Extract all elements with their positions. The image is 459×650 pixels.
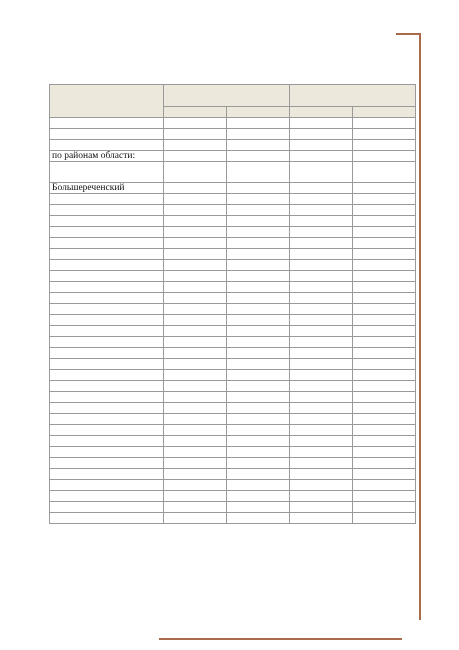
table-cell <box>50 249 164 260</box>
table-cell <box>50 238 164 249</box>
table-cell <box>50 469 164 480</box>
table-cell <box>227 436 290 447</box>
table-cell <box>290 326 353 337</box>
table-cell <box>290 293 353 304</box>
table-cell <box>290 315 353 326</box>
table-cell <box>290 403 353 414</box>
table-row <box>50 282 416 293</box>
table-cell <box>290 194 353 205</box>
page-frame-bottom-line <box>159 638 402 640</box>
table-cell <box>50 282 164 293</box>
table-cell <box>164 480 227 491</box>
table-cell <box>227 315 290 326</box>
district-label: Большереченский <box>50 183 164 194</box>
table-row <box>50 227 416 238</box>
table-cell <box>353 216 416 227</box>
table-cell <box>50 502 164 513</box>
table-cell <box>227 227 290 238</box>
table-cell <box>353 447 416 458</box>
table-cell <box>164 491 227 502</box>
table-cell <box>353 337 416 348</box>
table-cell <box>290 458 353 469</box>
table-cell <box>164 205 227 216</box>
table-cell <box>353 271 416 282</box>
table-cell <box>227 458 290 469</box>
table-cell <box>353 502 416 513</box>
subheader-cell <box>290 107 353 118</box>
table-cell <box>164 282 227 293</box>
table-cell <box>50 271 164 282</box>
table-row <box>50 216 416 227</box>
header-cell-name <box>50 85 164 118</box>
table-cell <box>290 447 353 458</box>
table-cell <box>290 249 353 260</box>
table-header-row <box>50 85 416 107</box>
table-cell <box>164 425 227 436</box>
table-cell <box>290 337 353 348</box>
table-cell <box>164 337 227 348</box>
table-cell <box>50 425 164 436</box>
table-cell <box>290 359 353 370</box>
table-cell <box>290 381 353 392</box>
table-row <box>50 513 416 524</box>
table-cell <box>353 381 416 392</box>
table-cell <box>227 194 290 205</box>
table-cell <box>227 348 290 359</box>
table-cell <box>50 227 164 238</box>
table-cell <box>290 348 353 359</box>
table-cell <box>164 326 227 337</box>
subheader-cell <box>227 107 290 118</box>
table-cell <box>164 293 227 304</box>
table-cell <box>164 227 227 238</box>
table-cell <box>227 304 290 315</box>
table-row <box>50 469 416 480</box>
table-cell <box>290 238 353 249</box>
table-row <box>50 337 416 348</box>
table-cell <box>353 403 416 414</box>
table-cell <box>290 260 353 271</box>
table-cell <box>290 227 353 238</box>
table-cell <box>227 282 290 293</box>
table-cell <box>50 491 164 502</box>
table-cell <box>164 370 227 381</box>
table-cell <box>353 249 416 260</box>
table-row <box>50 205 416 216</box>
table-cell <box>227 359 290 370</box>
table-cell <box>50 348 164 359</box>
table-row-section <box>50 151 416 162</box>
table-cell <box>50 359 164 370</box>
table-cell <box>227 469 290 480</box>
table-cell <box>164 403 227 414</box>
table-cell <box>353 194 416 205</box>
table-cell <box>290 469 353 480</box>
table-cell <box>50 194 164 205</box>
table-cell <box>290 271 353 282</box>
table-row <box>50 129 416 140</box>
table-cell <box>353 205 416 216</box>
table-cell <box>164 260 227 271</box>
table-cell <box>164 392 227 403</box>
table-cell <box>227 260 290 271</box>
table-cell <box>353 260 416 271</box>
table-cell <box>290 502 353 513</box>
table-row <box>50 436 416 447</box>
table-cell <box>50 293 164 304</box>
header-cell-group-2 <box>290 85 416 107</box>
table-cell <box>227 392 290 403</box>
table-cell <box>290 205 353 216</box>
table-cell <box>353 491 416 502</box>
table-row <box>50 293 416 304</box>
table-cell <box>50 370 164 381</box>
table-row <box>50 260 416 271</box>
table-cell <box>227 238 290 249</box>
table-cell <box>50 337 164 348</box>
table-cell <box>353 359 416 370</box>
table-cell <box>353 469 416 480</box>
table-cell <box>164 458 227 469</box>
table-cell <box>164 436 227 447</box>
table-cell <box>50 447 164 458</box>
table-cell <box>227 370 290 381</box>
table-cell <box>353 315 416 326</box>
table-cell <box>50 205 164 216</box>
table-row <box>50 392 416 403</box>
table-cell <box>164 381 227 392</box>
table-row <box>50 381 416 392</box>
table-cell <box>50 315 164 326</box>
table-cell <box>353 513 416 524</box>
table-cell <box>227 216 290 227</box>
table-row <box>50 162 416 183</box>
table-cell <box>290 436 353 447</box>
table-cell <box>227 491 290 502</box>
table-cell <box>50 304 164 315</box>
table-row <box>50 238 416 249</box>
statistics-table-sheet <box>49 84 415 524</box>
table-cell <box>227 414 290 425</box>
table-cell <box>353 480 416 491</box>
table-cell <box>227 249 290 260</box>
table-cell <box>50 326 164 337</box>
table-cell <box>50 216 164 227</box>
table-row <box>50 326 416 337</box>
table-cell <box>164 502 227 513</box>
table-cell <box>353 370 416 381</box>
table-cell <box>290 304 353 315</box>
header-cell-group-1 <box>164 85 290 107</box>
table-row <box>50 249 416 260</box>
table-cell <box>50 381 164 392</box>
table-cell <box>227 337 290 348</box>
page-frame-right-line <box>419 34 421 620</box>
table-row <box>50 447 416 458</box>
table-cell <box>353 326 416 337</box>
table-row <box>50 140 416 151</box>
table-cell <box>50 403 164 414</box>
table-cell <box>164 359 227 370</box>
table-cell <box>164 315 227 326</box>
table-row <box>50 315 416 326</box>
table-cell <box>290 414 353 425</box>
table-cell <box>353 348 416 359</box>
table-cell <box>227 502 290 513</box>
table-cell <box>353 392 416 403</box>
table-row <box>50 118 416 129</box>
table-row <box>50 403 416 414</box>
table-cell <box>290 216 353 227</box>
statistics-table <box>49 84 416 524</box>
table-row-district <box>50 183 416 194</box>
section-label: по районам области: <box>50 151 164 162</box>
table-row <box>50 425 416 436</box>
table-row <box>50 491 416 502</box>
table-cell <box>353 425 416 436</box>
table-cell <box>164 249 227 260</box>
table-cell <box>353 227 416 238</box>
table-cell <box>353 293 416 304</box>
table-cell <box>50 480 164 491</box>
table-row <box>50 348 416 359</box>
table-cell <box>290 425 353 436</box>
table-cell <box>227 480 290 491</box>
table-cell <box>353 304 416 315</box>
table-cell <box>227 271 290 282</box>
table-cell <box>227 293 290 304</box>
table-cell <box>353 238 416 249</box>
table-cell <box>353 436 416 447</box>
table-row <box>50 370 416 381</box>
table-cell <box>227 513 290 524</box>
table-cell <box>164 469 227 480</box>
table-row <box>50 480 416 491</box>
table-cell <box>164 238 227 249</box>
table-cell <box>227 381 290 392</box>
table-cell <box>50 436 164 447</box>
table-row <box>50 414 416 425</box>
table-cell <box>290 480 353 491</box>
table-cell <box>164 304 227 315</box>
table-row <box>50 502 416 513</box>
table-cell <box>353 282 416 293</box>
table-cell <box>50 260 164 271</box>
table-cell <box>164 414 227 425</box>
table-cell <box>164 194 227 205</box>
table-cell <box>50 392 164 403</box>
table-row <box>50 458 416 469</box>
page-frame-tick <box>396 33 421 35</box>
table-cell <box>290 370 353 381</box>
table-cell <box>164 216 227 227</box>
table-cell <box>50 414 164 425</box>
table-cell <box>290 392 353 403</box>
table-cell <box>227 205 290 216</box>
table-cell <box>353 458 416 469</box>
table-cell <box>227 326 290 337</box>
table-row <box>50 271 416 282</box>
table-cell <box>353 414 416 425</box>
table-cell <box>50 458 164 469</box>
table-cell <box>290 282 353 293</box>
subheader-cell <box>164 107 227 118</box>
table-row <box>50 304 416 315</box>
table-cell <box>164 513 227 524</box>
table-cell <box>227 425 290 436</box>
table-cell <box>164 447 227 458</box>
table-cell <box>227 447 290 458</box>
table-cell <box>164 348 227 359</box>
table-row <box>50 359 416 370</box>
subheader-cell <box>353 107 416 118</box>
table-cell <box>50 513 164 524</box>
table-row <box>50 194 416 205</box>
table-cell <box>227 403 290 414</box>
table-cell <box>290 491 353 502</box>
table-cell <box>164 271 227 282</box>
table-cell <box>290 513 353 524</box>
